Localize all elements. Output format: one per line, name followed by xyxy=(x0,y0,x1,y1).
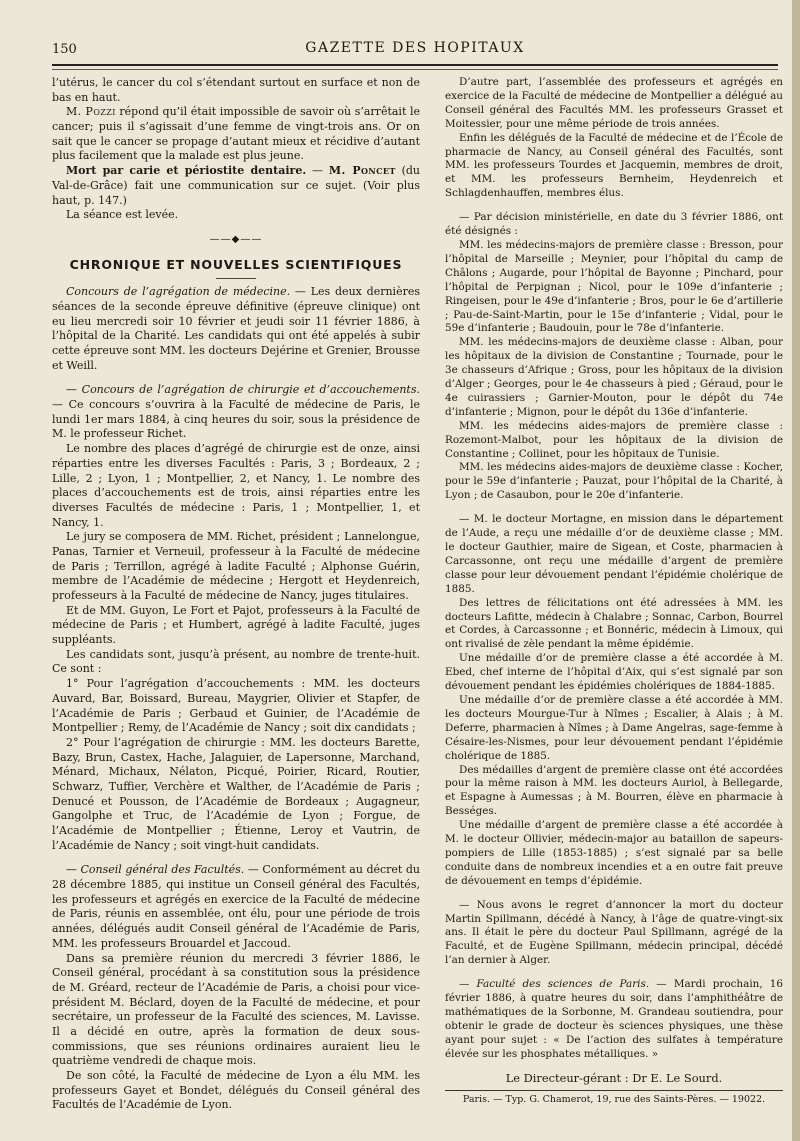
director-signature: Le Directeur-gérant : Dr E. Le Sourd. xyxy=(505,1070,723,1085)
paragraph: — M. le docteur Mortagne, en mission dans le département de l’Aude, a reçu une médaille d’or de deuxième classe ; MM. le docteur Gauthier, maire de Sigean, et Coste, pharmacien à Carcassonne, ont reçu une médaille d’argent de première classe pour leur dévouement pendant l’épidémie cholérique de 1885. xyxy=(445,513,783,595)
item-heading: — Faculté des sciences de Paris. xyxy=(459,978,650,991)
paragraph: Des lettres de félicitations ont été adressées à MM. les docteurs Lafitte, médecin à Chalabre ; Sonnac, Carbon, Bourrel et Cordes, à Carcassonne ; et Bonnéric, médecin à Limoux, qui ont rivalisé de zèle pendant la même épidémie. xyxy=(445,596,783,651)
paragraph: Enfin les délégués de la Faculté de médecine et de l’École de pharmacie de Nancy, au Conseil général des Facultés, sont MM. les professeurs Tourdes et Jacquemin, membres de droit, et MM. les professeurs Bernheim, Heydenreich et Schlagdenhauffen, membres élus. xyxy=(445,131,783,200)
paragraph-text: — Les deux dernières séances de la seconde épreuve définitive (épreuve clinique) ont eu lieu mercredi soir 10 février et jeudi soir 11 février 1886, à l’hôpital de la Charité. Les candidats qui ont été appelés à subir cette épreuve sont MM. les docteurs Dejérine et Grenier, Brousse et Weill. xyxy=(52,285,420,372)
paragraph: Les candidats sont, jusqu’à présent, au nombre de trente-huit. Ce sont : xyxy=(52,647,420,676)
printer-rule xyxy=(445,1090,783,1091)
paragraph xyxy=(52,383,420,442)
speaker-name: M. Poncet xyxy=(328,164,396,178)
paragraph-text: répond qu’il était impossible de savoir où s’arrêtait le cancer; puis il s’agissait d’une femme de vingt-trois ans. Or on sait que le cancer se propage d’autant mieux et récidive d’autant plus facilement que la malade est plus jeune. xyxy=(52,105,420,163)
item-heading: — Conseil général des Facultés. xyxy=(66,863,245,877)
paragraph: 2° Pour l’agrégation de chirurgie : MM. les docteurs Barette, Bazy, Brun, Castex, Hache, Jalaguier, de Lapersonne, Marchand, Ménard, Michaux, Nélaton, Picqué, Poirier, Ricard, Routier, Schwarz, Tuffier, Verchère et Walther, de l’Académie de Paris ; Denucé et Pousson, de l’Académie de Bordeaux ; Augagneur, Gangolphe et Truc, de l’Académie de Lyon ; Forgue, de l’Académie de Montpellier ; Étienne, Leroy et Vautrin, de l’Académie de Nancy ; soit vingt-huit candidats. xyxy=(52,735,420,852)
item-heading: — Concours de l’agrégation de chirurgie et d’accouchements. xyxy=(66,383,420,397)
paragraph-text: (du Val-de-Grâce) fait une communication sur ce sujet. (Voir plus haut, p. 147.) xyxy=(52,164,421,207)
paragraph-text: — Ce concours s’ouvrira à la Faculté de médecine de Paris, le lundi 1er mars 1884, à cinq heures du soir, sous la présidence de M. le professeur Richet. xyxy=(52,398,420,441)
paragraph xyxy=(52,105,420,164)
running-title: GAZETTE DES HOPITAUX xyxy=(305,40,525,56)
page-number: 150 xyxy=(52,42,77,57)
paragraph-text: — Conformément au décret du 28 décembre 1885, qui institue un Conseil général des Facultés, les professeurs et agrégés en exercice de la Faculté de médecine de Paris, réunis en assemblée, ont élu, pour une période de trois années, délégués audit Conseil général de l’Académie de Paris, MM. les professeurs Brouardel et Jaccoud. xyxy=(52,863,420,950)
printer-imprint: Paris. — Typ. G. Chamerot, 19, rue des Saints-Pères. — 19022. xyxy=(462,1093,766,1105)
page-header xyxy=(52,38,778,60)
paragraph: Une médaille d’or de première classe a été accordée à M. Ebed, chef interne de l’hôpital d’Aix, qui s’est signalé par son dévouement pendant les épidémies cholériques de 1884-1885. xyxy=(445,652,783,693)
paragraph xyxy=(52,164,420,208)
paragraph: Le nombre des places d’agrégé de chirurgie est de onze, ainsi réparties entre les diverses Facultés : Paris, 3 ; Bordeaux, 2 ; Lille, 2 ; Lyon, 1 ; Montpellier, 2, et Nancy, 1. Le nombre des places d’accouchements est de trois, ainsi réparties entre les diverses Facultés de médecine : Paris, 1 ; Montpellier, 1, et Nancy, 1. xyxy=(52,442,420,529)
paragraph: Des médailles d’argent de première classe ont été accordées pour la même raison à MM. les docteurs Auriol, à Bellegarde, et Espagne à Aumessas ; à M. Bourren, élève en pharmacie à Bességes. xyxy=(445,763,783,818)
header-rule-thin xyxy=(52,69,778,70)
paragraph xyxy=(445,978,783,1061)
paragraph: Une médaille d’argent de première classe a été accordée à M. le docteur Ollivier, médecin-major au bataillon de sapeurs-pompiers de Lille (1853-1885) ; s’est signalé par sa belle conduite dans de nombreux incendies et a en outre fait preuve de dévouement en temps d’épidémie. xyxy=(445,819,783,887)
paragraph: La séance est levée. xyxy=(66,208,179,222)
paragraph xyxy=(52,285,420,373)
paragraph: MM. les médecins aides-majors de première classe : Rozemont-Malbot, pour les hôpitaux de la division de Constantine ; Collinet, pour les hôpitaux de Tunisie. xyxy=(445,419,783,460)
speaker-name: M. Pozzi xyxy=(66,105,116,119)
section-title: CHRONIQUE ET NOUVELLES SCIENTIFIQUES xyxy=(69,256,403,272)
paragraph: l’utérus, le cancer du col s’étendant surtout en surface et non de bas en haut. xyxy=(52,76,420,104)
paragraph: — Par décision ministérielle, en date du 3 février 1886, ont été désignés : xyxy=(445,211,783,238)
paragraph-text: — Mardi prochain, 16 février 1886, à quatre heures du soir, dans l’amphithéâtre de mathématiques de la Sorbonne, M. Grandeau soutiendra, pour obtenir le grade de docteur ès sciences physiques, une thèse ayant pour sujet : « De l’action des sulfates à température élevée sur les phosphates métalliques. » xyxy=(445,978,784,1060)
page-edge xyxy=(792,0,800,1141)
right-column xyxy=(445,76,783,1106)
paragraph: Le jury se composera de MM. Richet, président ; Lannelongue, Panas, Tarnier et Verneuil, professeur à la Faculté de médecine de Paris ; Terrillon, agrégé à ladite Faculté ; Alphonse Guérin, membre de l’Académie de médecine ; Hergott et Heydenreich, professeurs à la Faculté de médecine de Nancy, juges titulaires. xyxy=(52,530,420,602)
short-rule xyxy=(216,278,256,279)
paragraph xyxy=(52,863,420,951)
paragraph: — Nous avons le regret d’annoncer la mort du docteur Martin Spillmann, décédé à Nancy, à l’âge de quatre-vingt-six ans. Il était le père du docteur Paul Spillmann, agrégé de la Faculté, et de Eugène Spillmann, médecin principal, décédé l’an dernier à Alger. xyxy=(445,898,783,967)
paragraph: Une médaille d’or de première classe a été accordée à MM. les docteurs Mourgue-Tur à Nîmes ; Escalier, à Alais ; à M. Deferre, pharmacien à Nîmes ; à Dame Angelras, sage-femme à Césaire-les-Nismes, pour leur dévouement pendant l’épidémie cholérique de 1885. xyxy=(445,693,783,762)
paragraph: De son côté, la Faculté de médecine de Lyon a élu MM. les professeurs Gayet et Bondet, délégués du Conseil général des Facultés de l’Académie de Lyon. xyxy=(52,1069,420,1112)
paragraph: Dans sa première réunion du mercredi 3 février 1886, le Conseil général, procédant à sa constitution sous la présidence de M. Gréard, recteur de l’Académie de Paris, a choisi pour vice-président M. Béclard, doyen de la Faculté de médecine, et pour secrétaire, un professeur de la Faculté des sciences, M. Lavisse. Il a décidé en outre, après la formation de deux sous-commissions, que ses réunions ordinaires auraient lieu le quatrième vendredi de chaque mois. xyxy=(52,951,420,1068)
dash: — xyxy=(306,164,329,178)
left-column xyxy=(52,76,420,1113)
paragraph: MM. les médecins aides-majors de deuxième classe : Kocher, pour le 59e d’infanterie ; Pauzat, pour l’hôpital de la Charité, à Lyon ; de Casaubon, pour le 20e d’infanterie. xyxy=(445,461,783,502)
header-rule xyxy=(52,64,778,66)
paragraph: MM. les médecins-majors de première classe : Bresson, pour l’hôpital de Marseille ; Meynier, pour l’hôpital du camp de Châlons ; Augarde, pour l’hôpital de Bayonne ; Pinchard, pour l’hôpital de Perpignan ; Nicol, pour le 109e d’infanterie ; Ringeisen, pour le 49e d’infanterie ; Bros, pour le 6e d’artillerie ; Pau-de-Saint-Martin, pour le 15e d’infanterie ; Vidal, pour le 59e d’infanterie ; Baudouin, pour le 78e d’infanterie. xyxy=(445,238,783,335)
paragraph: D’autre part, l’assemblée des professeurs et agrégés en exercice de la Faculté de médecine de Montpellier a délégué au Conseil général des Facultés MM. les professeurs Grasset et Moitessier, pour une même période de trois années. xyxy=(445,76,783,130)
paragraph: Et de MM. Guyon, Le Fort et Pajot, professeurs à la Faculté de médecine de Paris ; et Humbert, agrégé à ladite Faculté, juges suppléants. xyxy=(52,603,420,647)
item-heading: Concours de l’agrégation de médecine. xyxy=(66,285,291,299)
paragraph: MM. les médecins-majors de deuxième classe : Alban, pour les hôpitaux de la division de Constantine ; Tournade, pour le 3e chasseurs d’Afrique ; Gross, pour les hôpitaux de la division d’Alger ; Georges, pour le 4e chasseurs à pied ; Géraud, pour le 4e cuirassiers ; Garnier-Mouton, pour le dépôt du 74e d’infanterie ; Mignon, pour le dépôt du 136e d’infanterie. xyxy=(445,336,783,418)
topic-heading: Mort par carie et périostite dentaire. xyxy=(66,164,307,178)
ornament-separator: ——◆—— xyxy=(209,233,263,245)
paragraph: 1° Pour l’agrégation d’accouchements : MM. les docteurs Auvard, Bar, Boissard, Bureau, Maygrier, Olivier et Stapfer, de l’Académie de Paris ; Gerbaud et Guinier, de l’Académie de Montpellier ; Remy, de l’Académie de Nancy ; soit dix candidats ; xyxy=(52,677,420,735)
